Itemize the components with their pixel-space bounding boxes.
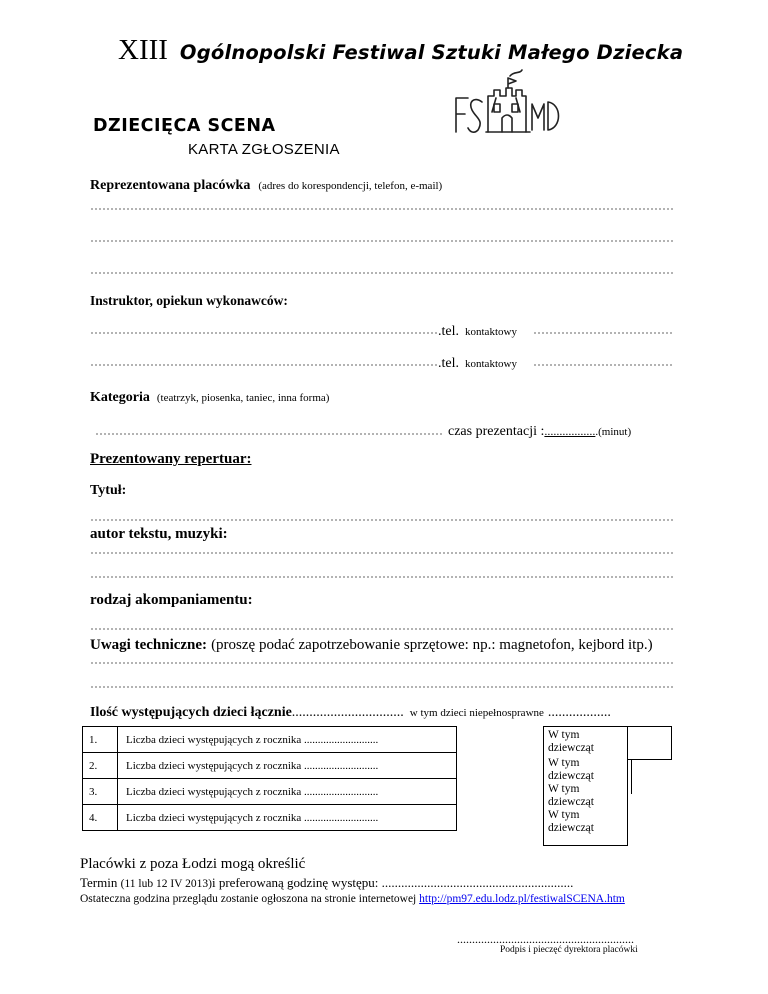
kategoria-hint: (teatrzyk, piosenka, taniec, inna forma) bbox=[156, 392, 330, 404]
autor-field-2[interactable] bbox=[90, 576, 674, 578]
w-tym-label: W tym bbox=[548, 809, 580, 821]
row-number: 1. bbox=[83, 727, 118, 753]
w-tym-label: W tym bbox=[548, 757, 580, 769]
row-text: Liczba dzieci występujących z rocznika ........................... bbox=[118, 753, 457, 779]
akompaniament-field[interactable] bbox=[90, 628, 674, 630]
dziewczat-label: dziewcząt bbox=[548, 796, 594, 808]
tytul-field[interactable] bbox=[90, 519, 674, 521]
table-row bbox=[83, 805, 458, 831]
kontaktowy-label: kontaktowy bbox=[465, 358, 517, 370]
placowka-field-2[interactable] bbox=[90, 240, 674, 242]
instruktor-name-field-1[interactable] bbox=[90, 332, 438, 334]
w-tym-label: W tym bbox=[548, 783, 580, 795]
uwagi-field-2[interactable] bbox=[90, 686, 674, 688]
uwagi-line bbox=[90, 636, 653, 654]
repertuar-heading: Prezentowany repertuar: bbox=[90, 451, 252, 467]
akompaniament-label: rodzaj akompaniamentu: bbox=[90, 592, 253, 608]
tel-field-2[interactable] bbox=[533, 364, 674, 366]
placowka-label: Reprezentowana placówka bbox=[90, 178, 251, 193]
row-text: Liczba dzieci występujących z rocznika ........................... bbox=[118, 727, 457, 753]
scene-title: DZIECIĘCA SCENA bbox=[93, 116, 276, 136]
autor-label: autor tekstu, muzyki: bbox=[90, 526, 228, 542]
dziewczat-label: dziewcząt bbox=[548, 770, 594, 782]
spoza-text: Placówki z poza Łodzi mogą określić bbox=[80, 856, 306, 872]
festival-title bbox=[118, 34, 683, 67]
row-number: 3. bbox=[83, 779, 118, 805]
form-title: KARTA ZGŁOSZENIA bbox=[188, 141, 340, 158]
table-row bbox=[83, 753, 458, 779]
kategoria-line bbox=[90, 388, 329, 406]
kategoria-field[interactable] bbox=[95, 433, 442, 435]
placowka-line bbox=[90, 176, 442, 194]
ilosc-field[interactable]: ................................ bbox=[291, 705, 404, 720]
kontaktowy-label: kontaktowy bbox=[465, 326, 517, 338]
czas-field[interactable]: ................. bbox=[544, 424, 596, 438]
tel-label: .tel. bbox=[438, 324, 459, 339]
ilosc-line bbox=[90, 703, 611, 721]
signature-label: Podpis i pieczęć dyrektora placówki bbox=[500, 945, 638, 955]
title-roman: XIII bbox=[118, 34, 168, 66]
fsamd-logo bbox=[450, 68, 560, 140]
uwagi-label: Uwagi techniczne: bbox=[90, 637, 208, 653]
children-table bbox=[82, 726, 457, 831]
uwagi-hint: (proszę podać zapotrzebowanie sprzętowe: np.: magnetofon, kejbord itp.) bbox=[211, 637, 653, 653]
tel-field-1[interactable] bbox=[533, 332, 674, 334]
table-row bbox=[83, 779, 458, 805]
niepelnosprawne-label: w tym dzieci niepełnosprawne bbox=[409, 707, 544, 719]
czas-label: czas prezentacji : bbox=[448, 424, 545, 439]
tytul-label: Tytuł: bbox=[90, 483, 127, 498]
tel-line-2 bbox=[438, 354, 517, 372]
kategoria-label: Kategoria bbox=[90, 390, 150, 405]
ilosc-label: Ilość występujących dzieci łącznie bbox=[90, 705, 292, 720]
termin-line bbox=[80, 875, 573, 891]
placowka-hint: (adres do korespondencji, telefon, e-mail) bbox=[258, 180, 443, 192]
row-text: Liczba dzieci występujących z rocznika ........................... bbox=[118, 779, 457, 805]
placowka-field-3[interactable] bbox=[90, 272, 674, 274]
festival-link[interactable]: http://pm97.edu.lodz.pl/festiwalSCENA.htm bbox=[419, 893, 625, 905]
tel-line-1 bbox=[438, 322, 517, 340]
signature-field[interactable]: ........................................................... bbox=[457, 932, 634, 946]
autor-field-1[interactable] bbox=[90, 552, 674, 554]
dziewczat-label: dziewcząt bbox=[548, 742, 594, 754]
tel-label: .tel. bbox=[438, 356, 459, 371]
minut-label: .(minut) bbox=[595, 426, 632, 438]
instruktor-label: Instruktor, opiekun wykonawców: bbox=[90, 293, 288, 308]
row-number: 2. bbox=[83, 753, 118, 779]
row-text: Liczba dzieci występujących z rocznika ........................... bbox=[118, 805, 457, 831]
niepelnosprawne-field[interactable]: .................. bbox=[547, 705, 611, 720]
termin-label: Termin bbox=[80, 875, 118, 890]
w-tym-label: W tym bbox=[548, 729, 580, 741]
girls-column bbox=[543, 726, 628, 846]
girls-count-field-1[interactable] bbox=[628, 726, 672, 760]
dziewczat-label: dziewcząt bbox=[548, 822, 594, 834]
table-row bbox=[83, 727, 458, 753]
placowka-field-1[interactable] bbox=[90, 208, 674, 210]
uwagi-field-1[interactable] bbox=[90, 662, 674, 664]
czas-line bbox=[448, 422, 631, 440]
girls-count-field-2[interactable] bbox=[628, 760, 632, 794]
row-number: 4. bbox=[83, 805, 118, 831]
title-festival: Ogólnopolski Festiwal Sztuki Małego Dziecka bbox=[179, 41, 684, 64]
termin-preferred: i preferowaną godzinę występu: ........................................................... bbox=[211, 875, 574, 890]
termin-dates: (11 lub 12 IV 2013) bbox=[120, 878, 212, 890]
instruktor-name-field-2[interactable] bbox=[90, 364, 438, 366]
ostateczna-text: Ostateczna godzina przeglądu zostanie ogłoszona na stronie internetowej bbox=[80, 893, 417, 905]
ostateczna-line bbox=[80, 893, 625, 905]
